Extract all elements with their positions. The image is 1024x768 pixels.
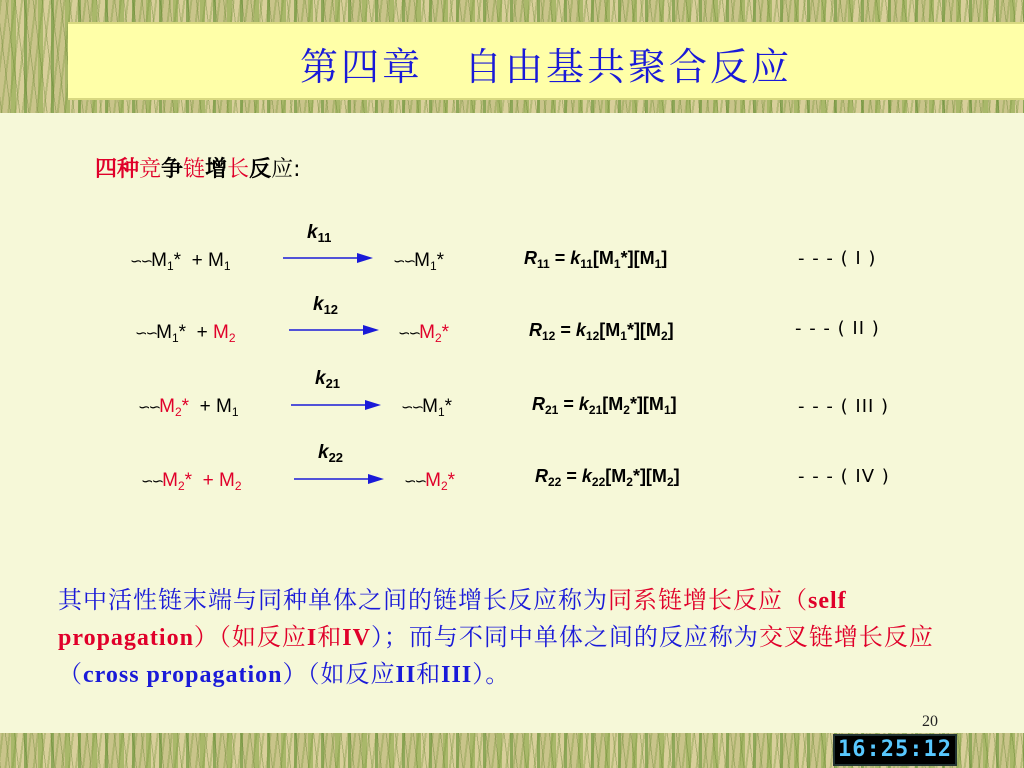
page-number: 20 xyxy=(922,713,938,730)
term-self-propagation-en: self propagation xyxy=(58,588,847,651)
rate-R-sub: 11 xyxy=(537,257,550,271)
reaction-arrow-2 xyxy=(289,323,379,337)
ref-reaction-III: III xyxy=(441,662,473,688)
radical-star: * xyxy=(173,250,182,271)
chain-symbol: ∽∽ xyxy=(138,399,160,416)
radical-species: M xyxy=(156,322,172,343)
rate-k: k xyxy=(570,248,581,268)
rate-part-a: [M xyxy=(605,466,627,486)
k-subscript: 21 xyxy=(325,376,341,391)
heading-part-1: 四种 xyxy=(95,157,140,182)
para-text: 和 xyxy=(416,660,442,688)
k-subscript: 22 xyxy=(328,450,344,465)
rate-R: R xyxy=(535,466,548,486)
rate-R-sub: 22 xyxy=(548,475,562,489)
title-bar xyxy=(68,22,1024,100)
rate-part-b: *][M xyxy=(626,320,661,340)
product-subscript: 2 xyxy=(440,479,448,493)
para-bracket: （ xyxy=(58,660,83,688)
k-symbol: k xyxy=(313,294,324,315)
rate-part-a: [M xyxy=(592,248,614,268)
k-symbol: k xyxy=(318,442,329,463)
rate-k-sub: 11 xyxy=(580,257,593,271)
monomer: M xyxy=(208,250,224,271)
explanation-paragraph xyxy=(58,582,988,693)
rate-k-sub: 21 xyxy=(588,403,603,417)
monomer: M xyxy=(219,470,235,491)
monomer: M xyxy=(216,396,232,417)
reaction-3-product xyxy=(401,396,452,419)
rate-equation-2 xyxy=(529,320,674,343)
product-species: M xyxy=(419,322,435,343)
radical-subscript: 2 xyxy=(177,479,185,493)
heading-part-3: 争 xyxy=(161,157,184,182)
rate-k: k xyxy=(578,394,589,414)
product-star: * xyxy=(447,470,456,491)
reaction-tag-4: - - - ( IV ) xyxy=(798,466,890,487)
rate-part-c: ] xyxy=(667,320,674,340)
rate-constant-label-1 xyxy=(307,222,331,245)
product-species: M xyxy=(414,250,430,271)
rate-k-sub: 22 xyxy=(591,475,606,489)
radical-subscript: 2 xyxy=(174,405,182,419)
radical-star: * xyxy=(178,322,187,343)
rate-equals: = xyxy=(558,394,579,414)
plus-sign: + xyxy=(199,396,211,417)
rate-R: R xyxy=(532,394,545,414)
k-subscript: 12 xyxy=(323,302,339,317)
rate-part-a-sub: 2 xyxy=(623,403,630,417)
rate-equation-1 xyxy=(524,248,667,271)
radical-species: M xyxy=(162,470,178,491)
chain-symbol: ∽∽ xyxy=(130,253,152,270)
rate-k-sub: 12 xyxy=(585,329,600,343)
para-text: 和 xyxy=(317,623,343,651)
product-star: * xyxy=(441,322,450,343)
product-star: * xyxy=(436,250,445,271)
k-symbol: k xyxy=(315,368,326,389)
product-species: M xyxy=(422,396,438,417)
term-cross-propagation: 交叉链增长反应 xyxy=(758,623,934,651)
monomer-subscript: 1 xyxy=(223,259,231,273)
k-subscript: 11 xyxy=(317,230,332,245)
chain-symbol: ∽∽ xyxy=(398,325,420,342)
rate-part-a-sub: 2 xyxy=(626,475,633,489)
chain-symbol: ∽∽ xyxy=(393,253,415,270)
rate-constant-label-4 xyxy=(318,442,343,465)
product-subscript: 2 xyxy=(434,331,442,345)
rate-k: k xyxy=(581,466,592,486)
rate-part-b: *][M xyxy=(620,248,655,268)
section-heading xyxy=(95,152,301,183)
radical-star: * xyxy=(184,470,193,491)
term-cross-propagation-en: cross propagation xyxy=(83,662,283,688)
rate-equals: = xyxy=(549,248,571,268)
reaction-tag-2: - - - ( II ) xyxy=(795,318,880,339)
rate-k: k xyxy=(575,320,586,340)
reaction-1-reactants xyxy=(130,250,231,273)
heading-part-5: 增 xyxy=(205,157,228,182)
rate-part-a: [M xyxy=(599,320,621,340)
product-subscript: 1 xyxy=(429,259,437,273)
rate-part-b: *][M xyxy=(632,466,667,486)
rate-equals: = xyxy=(561,466,582,486)
monomer-subscript: 2 xyxy=(228,331,236,345)
para-text: ）（如反应 xyxy=(193,623,307,651)
rate-equation-4 xyxy=(535,466,680,489)
rate-part-b-sub: 2 xyxy=(666,475,674,489)
slide-title: 第四章 自由基共聚合反应 xyxy=(299,45,792,89)
para-text: ）。 xyxy=(472,660,511,688)
para-text: ）（如反应 xyxy=(282,660,396,688)
rate-part-b: *][M xyxy=(629,394,664,414)
radical-subscript: 1 xyxy=(171,331,179,345)
chain-symbol: ∽∽ xyxy=(135,325,157,342)
reaction-2-reactants xyxy=(135,322,236,345)
plus-sign: + xyxy=(196,322,208,343)
heading-part-6: 长 xyxy=(227,157,250,182)
product-star: * xyxy=(444,396,453,417)
product-subscript: 1 xyxy=(437,405,445,419)
rate-part-c: ] xyxy=(661,248,668,268)
rate-part-a: [M xyxy=(602,394,624,414)
para-text: 其中活性链末端与同种单体之间的链增长反应称为 xyxy=(58,586,608,614)
monomer-subscript: 2 xyxy=(234,479,242,493)
heading-part-2: 竞 xyxy=(139,157,162,182)
rate-part-b-sub: 1 xyxy=(663,403,671,417)
heading-part-7: 反 xyxy=(249,157,272,182)
reaction-1-product xyxy=(393,250,444,273)
plus-sign: + xyxy=(191,250,203,271)
rate-part-b-sub: 2 xyxy=(660,329,668,343)
rate-part-b-sub: 1 xyxy=(654,257,662,271)
radical-species: M xyxy=(159,396,175,417)
term-self-propagation: 同系链增长反应 xyxy=(608,586,783,614)
plus-sign: + xyxy=(202,470,214,491)
reaction-tag-1: - - - ( I ) xyxy=(798,248,877,269)
rate-equation-3 xyxy=(532,394,677,417)
reaction-4-reactants xyxy=(141,470,242,493)
reaction-3-reactants xyxy=(138,396,239,419)
reaction-2-product xyxy=(398,322,449,345)
product-species: M xyxy=(425,470,441,491)
reaction-4-product xyxy=(404,470,455,493)
radical-star: * xyxy=(181,396,190,417)
chain-symbol: ∽∽ xyxy=(141,473,163,490)
radical-subscript: 1 xyxy=(166,259,174,273)
rate-R-sub: 12 xyxy=(542,329,556,343)
reaction-arrow-3 xyxy=(291,398,381,412)
monomer-subscript: 1 xyxy=(231,405,239,419)
rate-R-sub: 21 xyxy=(545,403,559,417)
rate-part-a-sub: 1 xyxy=(620,329,627,343)
rate-equals: = xyxy=(555,320,576,340)
rate-constant-label-3 xyxy=(315,368,340,391)
chain-symbol: ∽∽ xyxy=(401,399,423,416)
reaction-arrow-1 xyxy=(283,251,373,265)
para-text: ）；而与不同中单体之间的反应称为 xyxy=(370,623,759,651)
reaction-arrow-4 xyxy=(294,472,384,486)
k-symbol: k xyxy=(307,222,318,243)
clock-display: 16:25:12 xyxy=(833,734,957,766)
ref-reaction-IV: IV xyxy=(342,625,371,651)
heading-part-8: 应: xyxy=(271,157,301,182)
reaction-tag-3: - - - ( III ) xyxy=(798,396,890,417)
rate-part-c: ] xyxy=(670,394,677,414)
monomer: M xyxy=(213,322,229,343)
rate-R: R xyxy=(524,248,537,268)
rate-part-c: ] xyxy=(673,466,680,486)
chain-symbol: ∽∽ xyxy=(404,473,426,490)
ref-reaction-I: I xyxy=(306,625,318,651)
rate-R: R xyxy=(529,320,542,340)
rate-part-a-sub: 1 xyxy=(613,257,621,271)
radical-species: M xyxy=(151,250,167,271)
rate-constant-label-2 xyxy=(313,294,338,317)
ref-reaction-II: II xyxy=(395,662,417,688)
para-bracket: （ xyxy=(783,586,808,614)
heading-part-4: 链 xyxy=(183,157,206,182)
